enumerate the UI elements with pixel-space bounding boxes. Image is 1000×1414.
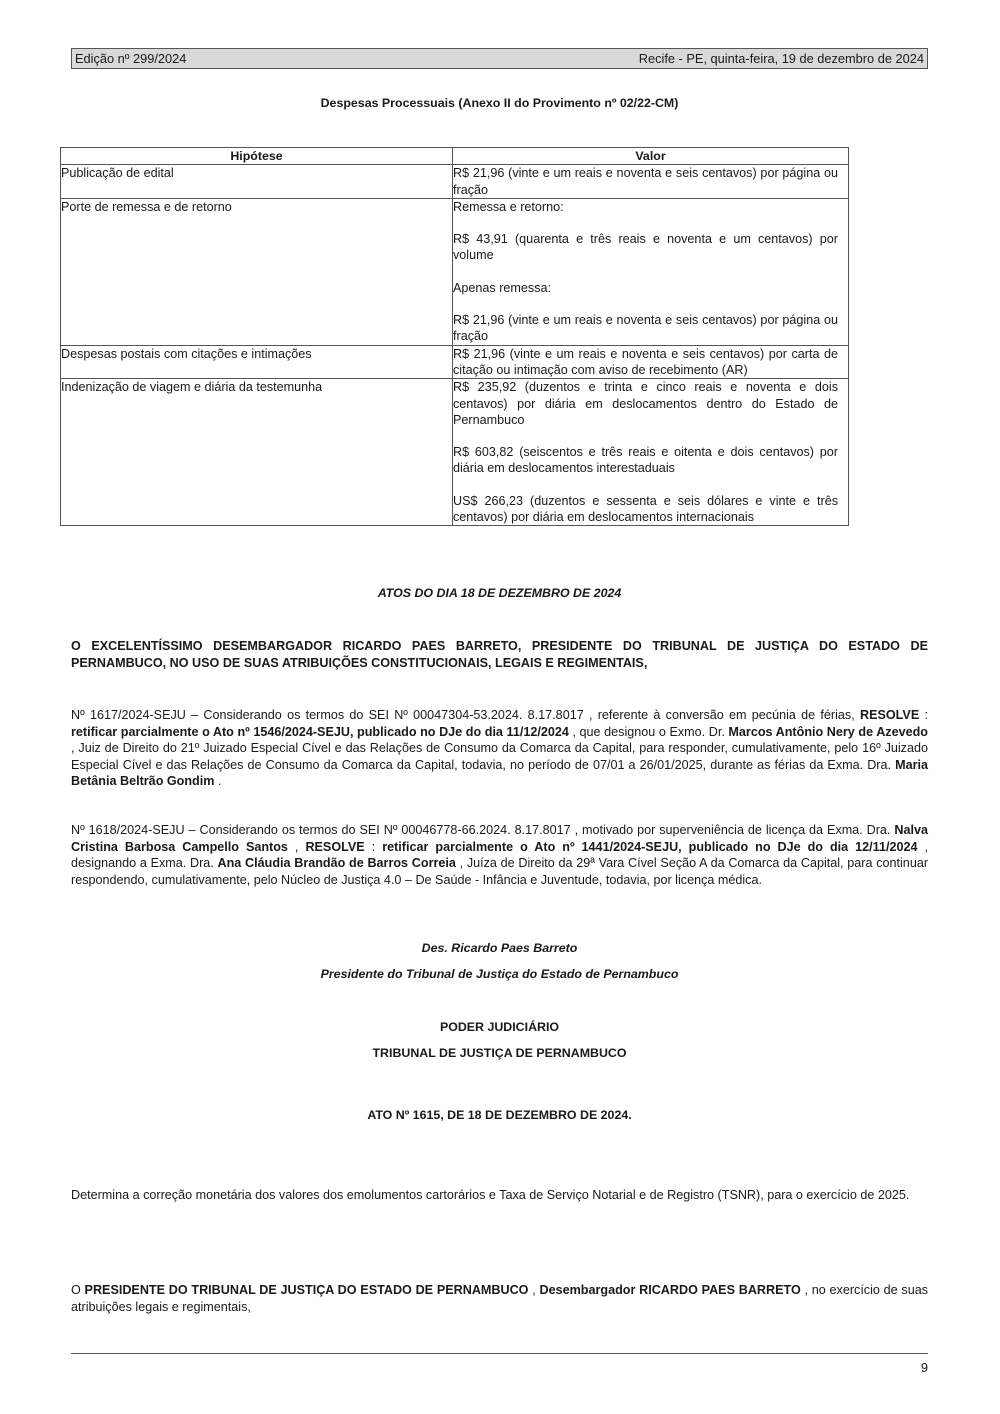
value-text: R$ 21,96 (vinte e um reais e noventa e seis centavos) por página ou fração	[453, 166, 838, 197]
column-header-hypothesis: Hipótese	[61, 148, 453, 165]
value-cell	[453, 198, 849, 345]
table-row	[61, 345, 849, 379]
page-number: 9	[920, 1361, 928, 1375]
hypothesis-cell: Porte de remessa e de retorno	[61, 198, 453, 345]
signature-name: Des. Ricardo Paes Barreto	[421, 941, 578, 955]
hypothesis-cell: Despesas postais com citações e intimações	[61, 345, 453, 379]
table-row	[61, 379, 849, 526]
location-date: Recife - PE, quinta-feira, 19 de dezembro de 2024	[638, 51, 924, 66]
hypothesis-cell: Publicação de edital	[61, 165, 453, 199]
edition-number: Edição nº 299/2024	[75, 51, 187, 66]
page-header	[71, 48, 928, 69]
fees-section-title: Despesas Processuais (Anexo II do Provimento nº 02/22-CM)	[320, 96, 679, 110]
fees-table	[60, 147, 849, 526]
value-cell	[453, 345, 849, 379]
value-text: R$ 603,82 (seiscentos e três reais e oitenta e dois centavos) por diária em deslocamentos interestaduais	[453, 445, 838, 476]
act-1618-paragraph: Nº 1618/2024-SEJU – Considerando os termos do SEI Nº 00046778-66.2024. 8.17.8017 , motivado por superveniência de licença da Exma. Dra. Nalva Cristina Barbosa Campello Santos , RESOLVE : retificar parcialmente o Ato nº 1441/2024-SEJU, publicado no DJe do dia 12/11/2024 , designando a Exma. Dra. Ana Cláudia Brandão de Barros Correia , Juíza de Direito da 29ª Vara Cível Seção A da Comarca da Capital, para continuar respondendo, cumulativamente, pelo Núcleo de Justiça 4.0 – De Saúde - Infância e Juventude, todavia, por licença médica.	[71, 823, 929, 887]
ato-1615-title: ATO Nº 1615, DE 18 DE DEZEMBRO DE 2024.	[367, 1108, 632, 1122]
ato-1615-opening-paragraph: O PRESIDENTE DO TRIBUNAL DE JUSTIÇA DO ESTADO DE PERNAMBUCO , Desembargador RICARDO PAES BARRETO , no exercício de suas atribuições legais e regimentais,	[71, 1283, 929, 1314]
footer-divider	[71, 1353, 928, 1354]
table-header-row	[61, 148, 849, 165]
value-text: R$ 235,92 (duzentos e trinta e cinco reais e noventa e dois centavos) por diária em deslocamentos dentro do Estado de Pernambuco	[453, 380, 838, 427]
acts-preamble: O EXCELENTÍSSIMO DESEMBARGADOR RICARDO PAES BARRETO, PRESIDENTE DO TRIBUNAL DE JUSTIÇA DO ESTADO DE PERNAMBUCO, NO USO DE SUAS ATRIBUIÇÕES CONSTITUCIONAIS, LEGAIS E REGIMENTAIS,	[71, 639, 928, 670]
org-name-judiciary: PODER JUDICIÁRIO	[439, 1020, 560, 1034]
value-text: R$ 43,91 (quarenta e três reais e noventa e um centavos) por volume	[453, 232, 838, 263]
value-text: Apenas remessa:	[453, 280, 552, 295]
act-1617-paragraph: Nº 1617/2024-SEJU – Considerando os termos do SEI Nº 00047304-53.2024. 8.17.8017 , referente à conversão em pecúnia de férias, RESOLVE : retificar parcialmente o Ato nº 1546/2024-SEJU, publicado no DJe do dia 11/12/2024 , que designou o Exmo. Dr. Marcos Antônio Nery de Azevedo , Juiz de Direito do 21º Juizado Especial Cível e das Relações de Consumo da Comarca da Capital, para responder, cumulativamente, pelo 16º Juizado Especial Cível e das Relações de Consumo da Comarca da Capital, todavia, no período de 07/01 a 26/01/2025, durante as férias da Exma. Dra. Maria Betânia Beltrão Gondim .	[71, 708, 928, 789]
value-text: US$ 266,23 (duzentos e sessenta e seis dólares e vinte e três centavos) por diária em deslocamentos internacionais	[453, 493, 838, 525]
value-text: R$ 21,96 (vinte e um reais e noventa e seis centavos) por carta de citação ou intimação com aviso de recebimento (AR)	[453, 346, 838, 377]
value-text: R$ 21,96 (vinte e um reais e noventa e seis centavos) por página ou fração	[453, 313, 838, 344]
value-text: Remessa e retorno:	[453, 199, 564, 214]
signature-title: Presidente do Tribunal de Justiça do Estado de Pernambuco	[320, 967, 679, 981]
column-header-value: Valor	[453, 148, 849, 165]
value-cell	[453, 165, 849, 199]
ato-1615-summary: Determina a correção monetária dos valores dos emolumentos cartorários e Taxa de Serviço Notarial e de Registro (TSNR), para o exercício de 2025.	[71, 1188, 910, 1202]
org-name-tribunal: TRIBUNAL DE JUSTIÇA DE PERNAMBUCO	[372, 1046, 627, 1060]
hypothesis-cell: Indenização de viagem e diária da testemunha	[61, 379, 453, 526]
table-row	[61, 165, 849, 199]
table-row	[61, 198, 849, 345]
acts-date-heading: ATOS DO DIA 18 DE DEZEMBRO DE 2024	[377, 586, 622, 600]
value-cell	[453, 379, 849, 526]
